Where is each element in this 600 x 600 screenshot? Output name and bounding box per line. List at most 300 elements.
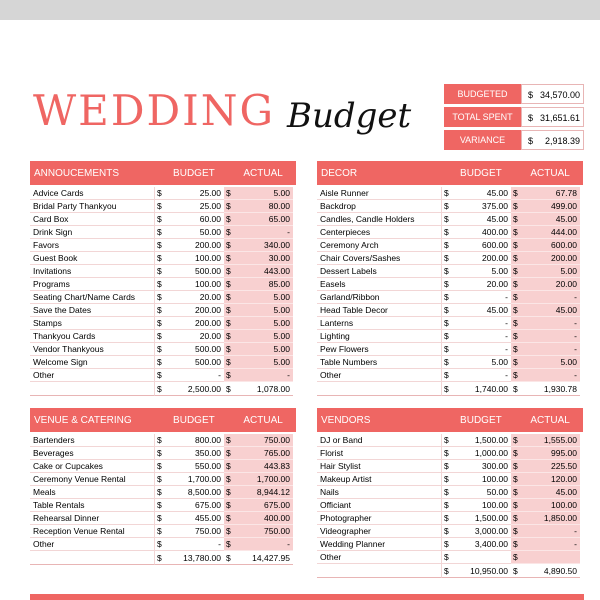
currency-symbol: $	[154, 200, 166, 213]
actual-value[interactable]: 444.00	[523, 226, 580, 239]
currency-symbol: $	[511, 304, 523, 317]
currency-symbol: $	[224, 538, 236, 551]
budget-value[interactable]: 45.00	[453, 213, 511, 226]
budget-value[interactable]: 45.00	[453, 187, 511, 200]
actual-value[interactable]: 45.00	[523, 486, 580, 499]
actual-value[interactable]: 400.00	[236, 512, 293, 525]
currency-symbol: $	[154, 317, 166, 330]
budget-value[interactable]: -	[453, 343, 511, 356]
table-row	[30, 343, 296, 356]
actual-value[interactable]: -	[523, 317, 580, 330]
table-row	[30, 213, 296, 226]
budget-value[interactable]: 100.00	[166, 252, 224, 265]
item-name[interactable]: DJ or Band	[317, 434, 441, 447]
section-rows	[30, 432, 296, 565]
section-announcements	[30, 161, 296, 396]
currency-symbol: $	[224, 460, 236, 473]
item-name[interactable]: Hair Stylist	[317, 460, 441, 473]
budget-value[interactable]: 20.00	[453, 278, 511, 291]
currency-symbol: $	[224, 369, 236, 382]
item-name[interactable]: Makeup Artist	[317, 473, 441, 486]
currency-symbol: $	[441, 343, 453, 356]
currency-symbol: $	[224, 239, 236, 252]
summary-value[interactable]: 34,570.00	[538, 84, 584, 104]
actual-value[interactable]: -	[523, 369, 580, 382]
actual-value[interactable]: 1,700.00	[236, 473, 293, 486]
budget-value[interactable]	[453, 551, 511, 564]
currency-symbol: $	[511, 460, 523, 473]
currency-symbol: $	[441, 213, 453, 226]
item-name[interactable]: Officiant	[317, 499, 441, 512]
table-row	[30, 239, 296, 252]
currency-symbol: $	[224, 200, 236, 213]
actual-value[interactable]: 750.00	[236, 434, 293, 447]
item-name[interactable]: Easels	[317, 278, 441, 291]
currency-symbol: $	[511, 499, 523, 512]
actual-column-header: ACTUAL	[243, 414, 283, 426]
currency-symbol: $	[511, 226, 523, 239]
budget-column-header: BUDGET	[460, 414, 502, 426]
actual-value[interactable]: -	[236, 369, 293, 382]
budget-column-header: BUDGET	[173, 414, 215, 426]
budget-value[interactable]: 100.00	[166, 278, 224, 291]
title-budget-script: Budget	[287, 96, 412, 136]
currency-symbol: $	[154, 304, 166, 317]
budget-value[interactable]: 500.00	[166, 356, 224, 369]
item-name[interactable]: Card Box	[30, 213, 154, 226]
currency-symbol: $	[154, 434, 166, 447]
section-header	[30, 408, 296, 432]
item-name[interactable]: Guest Book	[30, 252, 154, 265]
table-row	[317, 460, 583, 473]
actual-value[interactable]: 5.00	[523, 265, 580, 278]
currency-symbol: $	[224, 213, 236, 226]
currency-symbol: $	[511, 486, 523, 499]
budget-value[interactable]: 400.00	[453, 226, 511, 239]
currency-symbol: $	[521, 84, 538, 104]
currency-symbol: $	[441, 460, 453, 473]
budget-value[interactable]: 5.00	[453, 265, 511, 278]
item-name[interactable]: Photographer	[317, 512, 441, 525]
item-name[interactable]: Advice Cards	[30, 187, 154, 200]
currency-symbol: $	[441, 538, 453, 551]
actual-value[interactable]: 1,850.00	[523, 512, 580, 525]
item-name[interactable]: Chair Covers/Sashes	[317, 252, 441, 265]
budget-value[interactable]: 100.00	[453, 499, 511, 512]
item-name[interactable]: Stamps	[30, 317, 154, 330]
actual-value[interactable]: 675.00	[236, 499, 293, 512]
currency-symbol: $	[521, 107, 538, 127]
section-header	[30, 161, 296, 185]
next-section-header-strip	[30, 594, 584, 600]
actual-value[interactable]: 443.83	[236, 460, 293, 473]
actual-value[interactable]: -	[523, 525, 580, 538]
budget-value[interactable]: 200.00	[453, 252, 511, 265]
table-row	[317, 499, 583, 512]
actual-value[interactable]: 5.00	[236, 291, 293, 304]
currency-symbol: $	[224, 317, 236, 330]
currency-symbol: $	[154, 460, 166, 473]
currency-symbol: $	[154, 226, 166, 239]
section-decor	[317, 161, 583, 396]
currency-symbol: $	[224, 486, 236, 499]
section-vendors	[317, 408, 583, 578]
actual-value[interactable]: 225.50	[523, 460, 580, 473]
currency-symbol: $	[224, 356, 236, 369]
table-row	[30, 525, 296, 538]
summary-row-total-spent	[444, 107, 584, 127]
actual-value[interactable]	[523, 551, 580, 564]
actual-value[interactable]: 45.00	[523, 304, 580, 317]
budget-value[interactable]: 455.00	[166, 512, 224, 525]
actual-value[interactable]: 1,555.00	[523, 434, 580, 447]
budget-value[interactable]: 5.00	[453, 356, 511, 369]
item-name[interactable]: Bartenders	[30, 434, 154, 447]
actual-value[interactable]: 67.78	[523, 187, 580, 200]
currency-symbol: $	[511, 330, 523, 343]
total-budget: 1,740.00	[453, 382, 511, 396]
budget-value[interactable]: 500.00	[166, 343, 224, 356]
table-row	[317, 317, 583, 330]
currency-symbol: $	[441, 512, 453, 525]
table-row	[317, 278, 583, 291]
table-row	[30, 486, 296, 499]
currency-symbol: $	[224, 226, 236, 239]
summary-label: TOTAL SPENT	[444, 107, 521, 127]
table-row	[317, 525, 583, 538]
budget-value[interactable]: 1,500.00	[453, 434, 511, 447]
currency-symbol: $	[224, 278, 236, 291]
section-venue-catering	[30, 408, 296, 565]
budget-value[interactable]: -	[166, 369, 224, 382]
table-row	[317, 252, 583, 265]
actual-value[interactable]: 340.00	[236, 239, 293, 252]
actual-value[interactable]: 499.00	[523, 200, 580, 213]
item-name[interactable]: Videographer	[317, 525, 441, 538]
budget-value[interactable]: -	[453, 369, 511, 382]
actual-value[interactable]: 5.00	[523, 356, 580, 369]
actual-value[interactable]: 80.00	[236, 200, 293, 213]
budget-value[interactable]: 350.00	[166, 447, 224, 460]
budget-value[interactable]: 800.00	[166, 434, 224, 447]
summary-value[interactable]: 2,918.39	[538, 130, 584, 150]
currency-symbol: $	[441, 226, 453, 239]
section-rows	[317, 432, 583, 578]
table-row	[30, 278, 296, 291]
item-name[interactable]: Programs	[30, 278, 154, 291]
table-row	[317, 200, 583, 213]
currency-symbol: $	[511, 512, 523, 525]
budget-value[interactable]: 20.00	[166, 330, 224, 343]
item-name[interactable]: Other	[317, 551, 441, 564]
table-row	[317, 304, 583, 317]
table-row	[317, 265, 583, 278]
item-name[interactable]: Aisle Runner	[317, 187, 441, 200]
currency-symbol: $	[154, 512, 166, 525]
actual-value[interactable]: 100.00	[523, 499, 580, 512]
budget-value[interactable]: 200.00	[166, 239, 224, 252]
total-budget: 13,780.00	[166, 551, 224, 565]
currency-symbol: $	[441, 278, 453, 291]
budget-value[interactable]: 3,400.00	[453, 538, 511, 551]
item-name[interactable]: Meals	[30, 486, 154, 499]
budget-value[interactable]: 300.00	[453, 460, 511, 473]
currency-symbol: $	[441, 239, 453, 252]
actual-value[interactable]: 85.00	[236, 278, 293, 291]
item-name[interactable]: Backdrop	[317, 200, 441, 213]
currency-symbol: $	[154, 239, 166, 252]
currency-symbol: $	[154, 278, 166, 291]
actual-value[interactable]: 8,944.12	[236, 486, 293, 499]
item-name[interactable]: Centerpieces	[317, 226, 441, 239]
item-name[interactable]: Head Table Decor	[317, 304, 441, 317]
budget-value[interactable]: 375.00	[453, 200, 511, 213]
item-name[interactable]: Welcome Sign	[30, 356, 154, 369]
currency-symbol: $	[224, 330, 236, 343]
budget-value[interactable]: 25.00	[166, 187, 224, 200]
currency-symbol: $	[511, 551, 523, 564]
summary-row-variance	[444, 130, 584, 150]
table-row	[317, 226, 583, 239]
section-rows	[30, 185, 296, 396]
currency-symbol: $	[154, 551, 166, 565]
budget-value[interactable]: 675.00	[166, 499, 224, 512]
budget-column-header: BUDGET	[173, 167, 215, 179]
item-name[interactable]: Rehearsal Dinner	[30, 512, 154, 525]
item-name[interactable]: Garland/Ribbon	[317, 291, 441, 304]
currency-symbol: $	[154, 486, 166, 499]
table-row	[317, 473, 583, 486]
currency-symbol: $	[511, 265, 523, 278]
summary-label: VARIANCE	[444, 130, 521, 150]
table-row	[30, 473, 296, 486]
budget-value[interactable]: -	[453, 330, 511, 343]
item-name[interactable]: Lighting	[317, 330, 441, 343]
currency-symbol: $	[511, 187, 523, 200]
budget-value[interactable]: 100.00	[453, 473, 511, 486]
total-actual: 1,930.78	[523, 382, 580, 396]
actual-value[interactable]: 30.00	[236, 252, 293, 265]
currency-symbol: $	[154, 499, 166, 512]
item-name[interactable]: Other	[30, 369, 154, 382]
table-row	[30, 434, 296, 447]
actual-value[interactable]: 65.00	[236, 213, 293, 226]
budget-value[interactable]: 8,500.00	[166, 486, 224, 499]
item-name[interactable]: Other	[317, 369, 441, 382]
currency-symbol: $	[441, 330, 453, 343]
item-name[interactable]: Other	[30, 538, 154, 551]
currency-symbol: $	[441, 356, 453, 369]
table-row	[30, 447, 296, 460]
table-row	[317, 447, 583, 460]
total-label-cell	[30, 551, 154, 565]
actual-value[interactable]: 120.00	[523, 473, 580, 486]
currency-symbol: $	[511, 564, 523, 578]
actual-value[interactable]: 5.00	[236, 343, 293, 356]
budget-value[interactable]: 50.00	[166, 226, 224, 239]
item-name[interactable]: Florist	[317, 447, 441, 460]
table-row	[30, 200, 296, 213]
currency-symbol: $	[441, 265, 453, 278]
actual-value[interactable]: 5.00	[236, 304, 293, 317]
budget-value[interactable]: 25.00	[166, 200, 224, 213]
actual-value[interactable]: 20.00	[523, 278, 580, 291]
currency-symbol: $	[224, 382, 236, 396]
total-label-cell	[30, 382, 154, 396]
budget-value[interactable]: -	[453, 317, 511, 330]
budget-value[interactable]: 3,000.00	[453, 525, 511, 538]
table-row	[30, 226, 296, 239]
currency-symbol: $	[224, 265, 236, 278]
currency-symbol: $	[511, 278, 523, 291]
budget-value[interactable]: 200.00	[166, 317, 224, 330]
actual-column-header: ACTUAL	[243, 167, 283, 179]
table-row	[317, 343, 583, 356]
table-row	[30, 330, 296, 343]
currency-symbol: $	[441, 291, 453, 304]
item-name[interactable]: Cake or Cupcakes	[30, 460, 154, 473]
currency-symbol: $	[521, 130, 538, 150]
actual-value[interactable]: 750.00	[236, 525, 293, 538]
table-row	[317, 538, 583, 551]
actual-value[interactable]: 600.00	[523, 239, 580, 252]
item-name[interactable]: Thankyou Cards	[30, 330, 154, 343]
table-row	[30, 369, 296, 382]
table-row	[30, 317, 296, 330]
budget-value[interactable]: 500.00	[166, 265, 224, 278]
total-budget: 10,950.00	[453, 564, 511, 578]
item-name[interactable]: Reception Venue Rental	[30, 525, 154, 538]
total-row	[30, 551, 296, 565]
actual-value[interactable]: -	[523, 330, 580, 343]
actual-value[interactable]: -	[236, 538, 293, 551]
budget-value[interactable]: 45.00	[453, 304, 511, 317]
item-name[interactable]: Favors	[30, 239, 154, 252]
table-row	[30, 460, 296, 473]
actual-value[interactable]: -	[523, 291, 580, 304]
item-name[interactable]: Beverages	[30, 447, 154, 460]
actual-value[interactable]: 765.00	[236, 447, 293, 460]
currency-symbol: $	[511, 252, 523, 265]
item-name[interactable]: Pew Flowers	[317, 343, 441, 356]
budget-value[interactable]: -	[453, 291, 511, 304]
actual-value[interactable]: -	[523, 538, 580, 551]
table-row	[317, 486, 583, 499]
budget-value[interactable]: 1,500.00	[453, 512, 511, 525]
actual-value[interactable]: -	[236, 226, 293, 239]
currency-symbol: $	[511, 317, 523, 330]
summary-value[interactable]: 31,651.61	[538, 107, 584, 127]
item-name[interactable]: Table Numbers	[317, 356, 441, 369]
item-name[interactable]: Lanterns	[317, 317, 441, 330]
item-name[interactable]: Ceremony Venue Rental	[30, 473, 154, 486]
item-name[interactable]: Save the Dates	[30, 304, 154, 317]
budget-value[interactable]: 600.00	[453, 239, 511, 252]
budget-value[interactable]: -	[166, 538, 224, 551]
table-row	[30, 252, 296, 265]
currency-symbol: $	[441, 551, 453, 564]
item-name[interactable]: Ceremony Arch	[317, 239, 441, 252]
item-name[interactable]: Drink Sign	[30, 226, 154, 239]
item-name[interactable]: Invitations	[30, 265, 154, 278]
currency-symbol: $	[224, 473, 236, 486]
currency-symbol: $	[154, 343, 166, 356]
currency-symbol: $	[224, 304, 236, 317]
actual-value[interactable]: 5.00	[236, 317, 293, 330]
budget-value[interactable]: 20.00	[166, 291, 224, 304]
item-name[interactable]: Nails	[317, 486, 441, 499]
actual-value[interactable]: 45.00	[523, 213, 580, 226]
actual-value[interactable]: 5.00	[236, 356, 293, 369]
section-header	[317, 408, 583, 432]
budget-value[interactable]: 750.00	[166, 525, 224, 538]
currency-symbol: $	[511, 213, 523, 226]
currency-symbol: $	[441, 200, 453, 213]
actual-value[interactable]: 443.00	[236, 265, 293, 278]
item-name[interactable]: Seating Chart/Name Cards	[30, 291, 154, 304]
table-row	[317, 213, 583, 226]
currency-symbol: $	[224, 447, 236, 460]
currency-symbol: $	[441, 434, 453, 447]
table-row	[317, 291, 583, 304]
budget-value[interactable]: 550.00	[166, 460, 224, 473]
currency-symbol: $	[511, 369, 523, 382]
summary-box	[444, 84, 584, 153]
item-name[interactable]: Dessert Labels	[317, 265, 441, 278]
currency-symbol: $	[511, 525, 523, 538]
budget-value[interactable]: 1,700.00	[166, 473, 224, 486]
currency-symbol: $	[154, 356, 166, 369]
currency-symbol: $	[154, 525, 166, 538]
budget-value[interactable]: 1,000.00	[453, 447, 511, 460]
budget-value[interactable]: 60.00	[166, 213, 224, 226]
table-row	[317, 434, 583, 447]
currency-symbol: $	[511, 239, 523, 252]
section-header	[317, 161, 583, 185]
actual-value[interactable]: 5.00	[236, 330, 293, 343]
total-row	[317, 564, 583, 578]
item-name[interactable]: Wedding Planner	[317, 538, 441, 551]
actual-value[interactable]: 5.00	[236, 187, 293, 200]
budget-value[interactable]: 50.00	[453, 486, 511, 499]
currency-symbol: $	[441, 564, 453, 578]
table-row	[317, 551, 583, 564]
actual-value[interactable]: -	[523, 343, 580, 356]
currency-symbol: $	[224, 187, 236, 200]
currency-symbol: $	[511, 356, 523, 369]
item-name[interactable]: Table Rentals	[30, 499, 154, 512]
summary-label: BUDGETED	[444, 84, 521, 104]
currency-symbol: $	[441, 304, 453, 317]
currency-symbol: $	[154, 447, 166, 460]
budget-value[interactable]: 200.00	[166, 304, 224, 317]
table-row	[30, 291, 296, 304]
item-name[interactable]: Candles, Candle Holders	[317, 213, 441, 226]
section-rows	[317, 185, 583, 396]
item-name[interactable]: Vendor Thankyous	[30, 343, 154, 356]
currency-symbol: $	[224, 512, 236, 525]
total-actual: 1,078.00	[236, 382, 293, 396]
actual-column-header: ACTUAL	[530, 167, 570, 179]
actual-value[interactable]: 200.00	[523, 252, 580, 265]
item-name[interactable]: Bridal Party Thankyou	[30, 200, 154, 213]
currency-symbol: $	[441, 187, 453, 200]
actual-value[interactable]: 995.00	[523, 447, 580, 460]
currency-symbol: $	[441, 447, 453, 460]
currency-symbol: $	[154, 252, 166, 265]
currency-symbol: $	[224, 343, 236, 356]
currency-symbol: $	[224, 434, 236, 447]
